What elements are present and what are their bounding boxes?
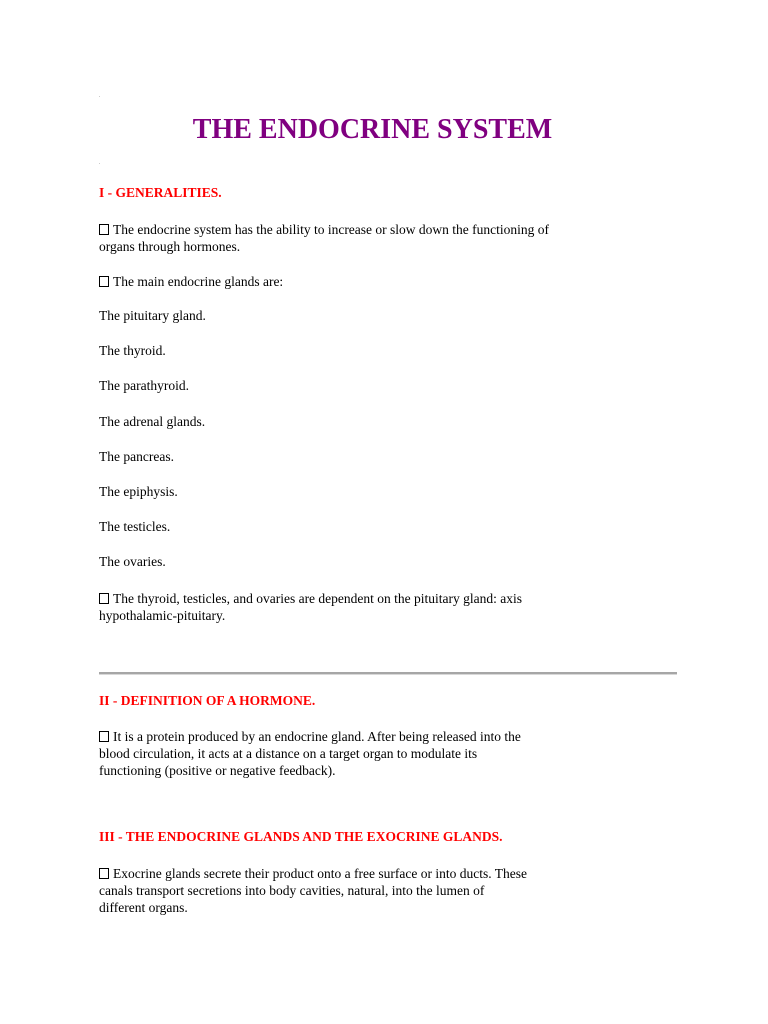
gland-item-epiphysis: The epiphysis. [99,484,178,499]
section-heading-endocrine-exocrine: III - THE ENDOCRINE GLANDS AND THE EXOCRINE GLANDS. [99,829,503,844]
gland-item-parathyroid: The parathyroid. [99,378,189,393]
paragraph-exocrine-glands [99,865,527,916]
bullet-glyph-icon [99,224,109,235]
paragraph-line: different organs. [99,900,188,915]
bullet-glyph-icon [99,868,109,879]
bullet-glyph-icon [99,276,109,287]
gland-item-adrenal: The adrenal glands. [99,414,206,429]
paragraph-main-glands [99,273,283,290]
gland-item-thyroid: The thyroid. [99,343,166,358]
bullet-glyph-icon [99,593,109,604]
paragraph-line: Exocrine glands secrete their product onto a free surface or into ducts. These [113,866,527,881]
paragraph-line: canals transport secretions into body cavities, natural, into the lumen of [99,883,485,898]
gland-item-ovaries: The ovaries. [99,554,166,569]
section-heading-generalities: I - GENERALITIES. [99,185,222,200]
paragraph-line: functioning (positive or negative feedback). [99,763,336,778]
paragraph-endocrine-ability [99,221,549,255]
section-heading-hormone-definition: II - DEFINITION OF A HORMONE. [99,693,316,708]
stray-mark [99,163,100,164]
paragraph-line: The thyroid, testicles, and ovaries are dependent on the pituitary gland: axis [113,591,523,606]
gland-item-pancreas: The pancreas. [99,449,174,464]
page-title: THE ENDOCRINE SYSTEM [192,114,553,145]
paragraph-line: organs through hormones. [99,239,241,254]
paragraph-line: The endocrine system has the ability to increase or slow down the functioning of [113,222,550,237]
horizontal-rule [99,672,677,675]
paragraph-pituitary-dependence [99,590,522,624]
gland-item-testicles: The testicles. [99,519,171,534]
paragraph-line: blood circulation, it acts at a distance on a target organ to modulate its [99,746,478,761]
paragraph-line: hypothalamic-pituitary. [99,608,226,623]
stray-mark [99,96,100,97]
bullet-glyph-icon [99,731,109,742]
gland-item-pituitary: The pituitary gland. [99,308,206,323]
paragraph-line: It is a protein produced by an endocrine gland. After being released into the [113,729,521,744]
paragraph-hormone-definition [99,728,521,779]
paragraph-line: The main endocrine glands are: [113,274,284,289]
